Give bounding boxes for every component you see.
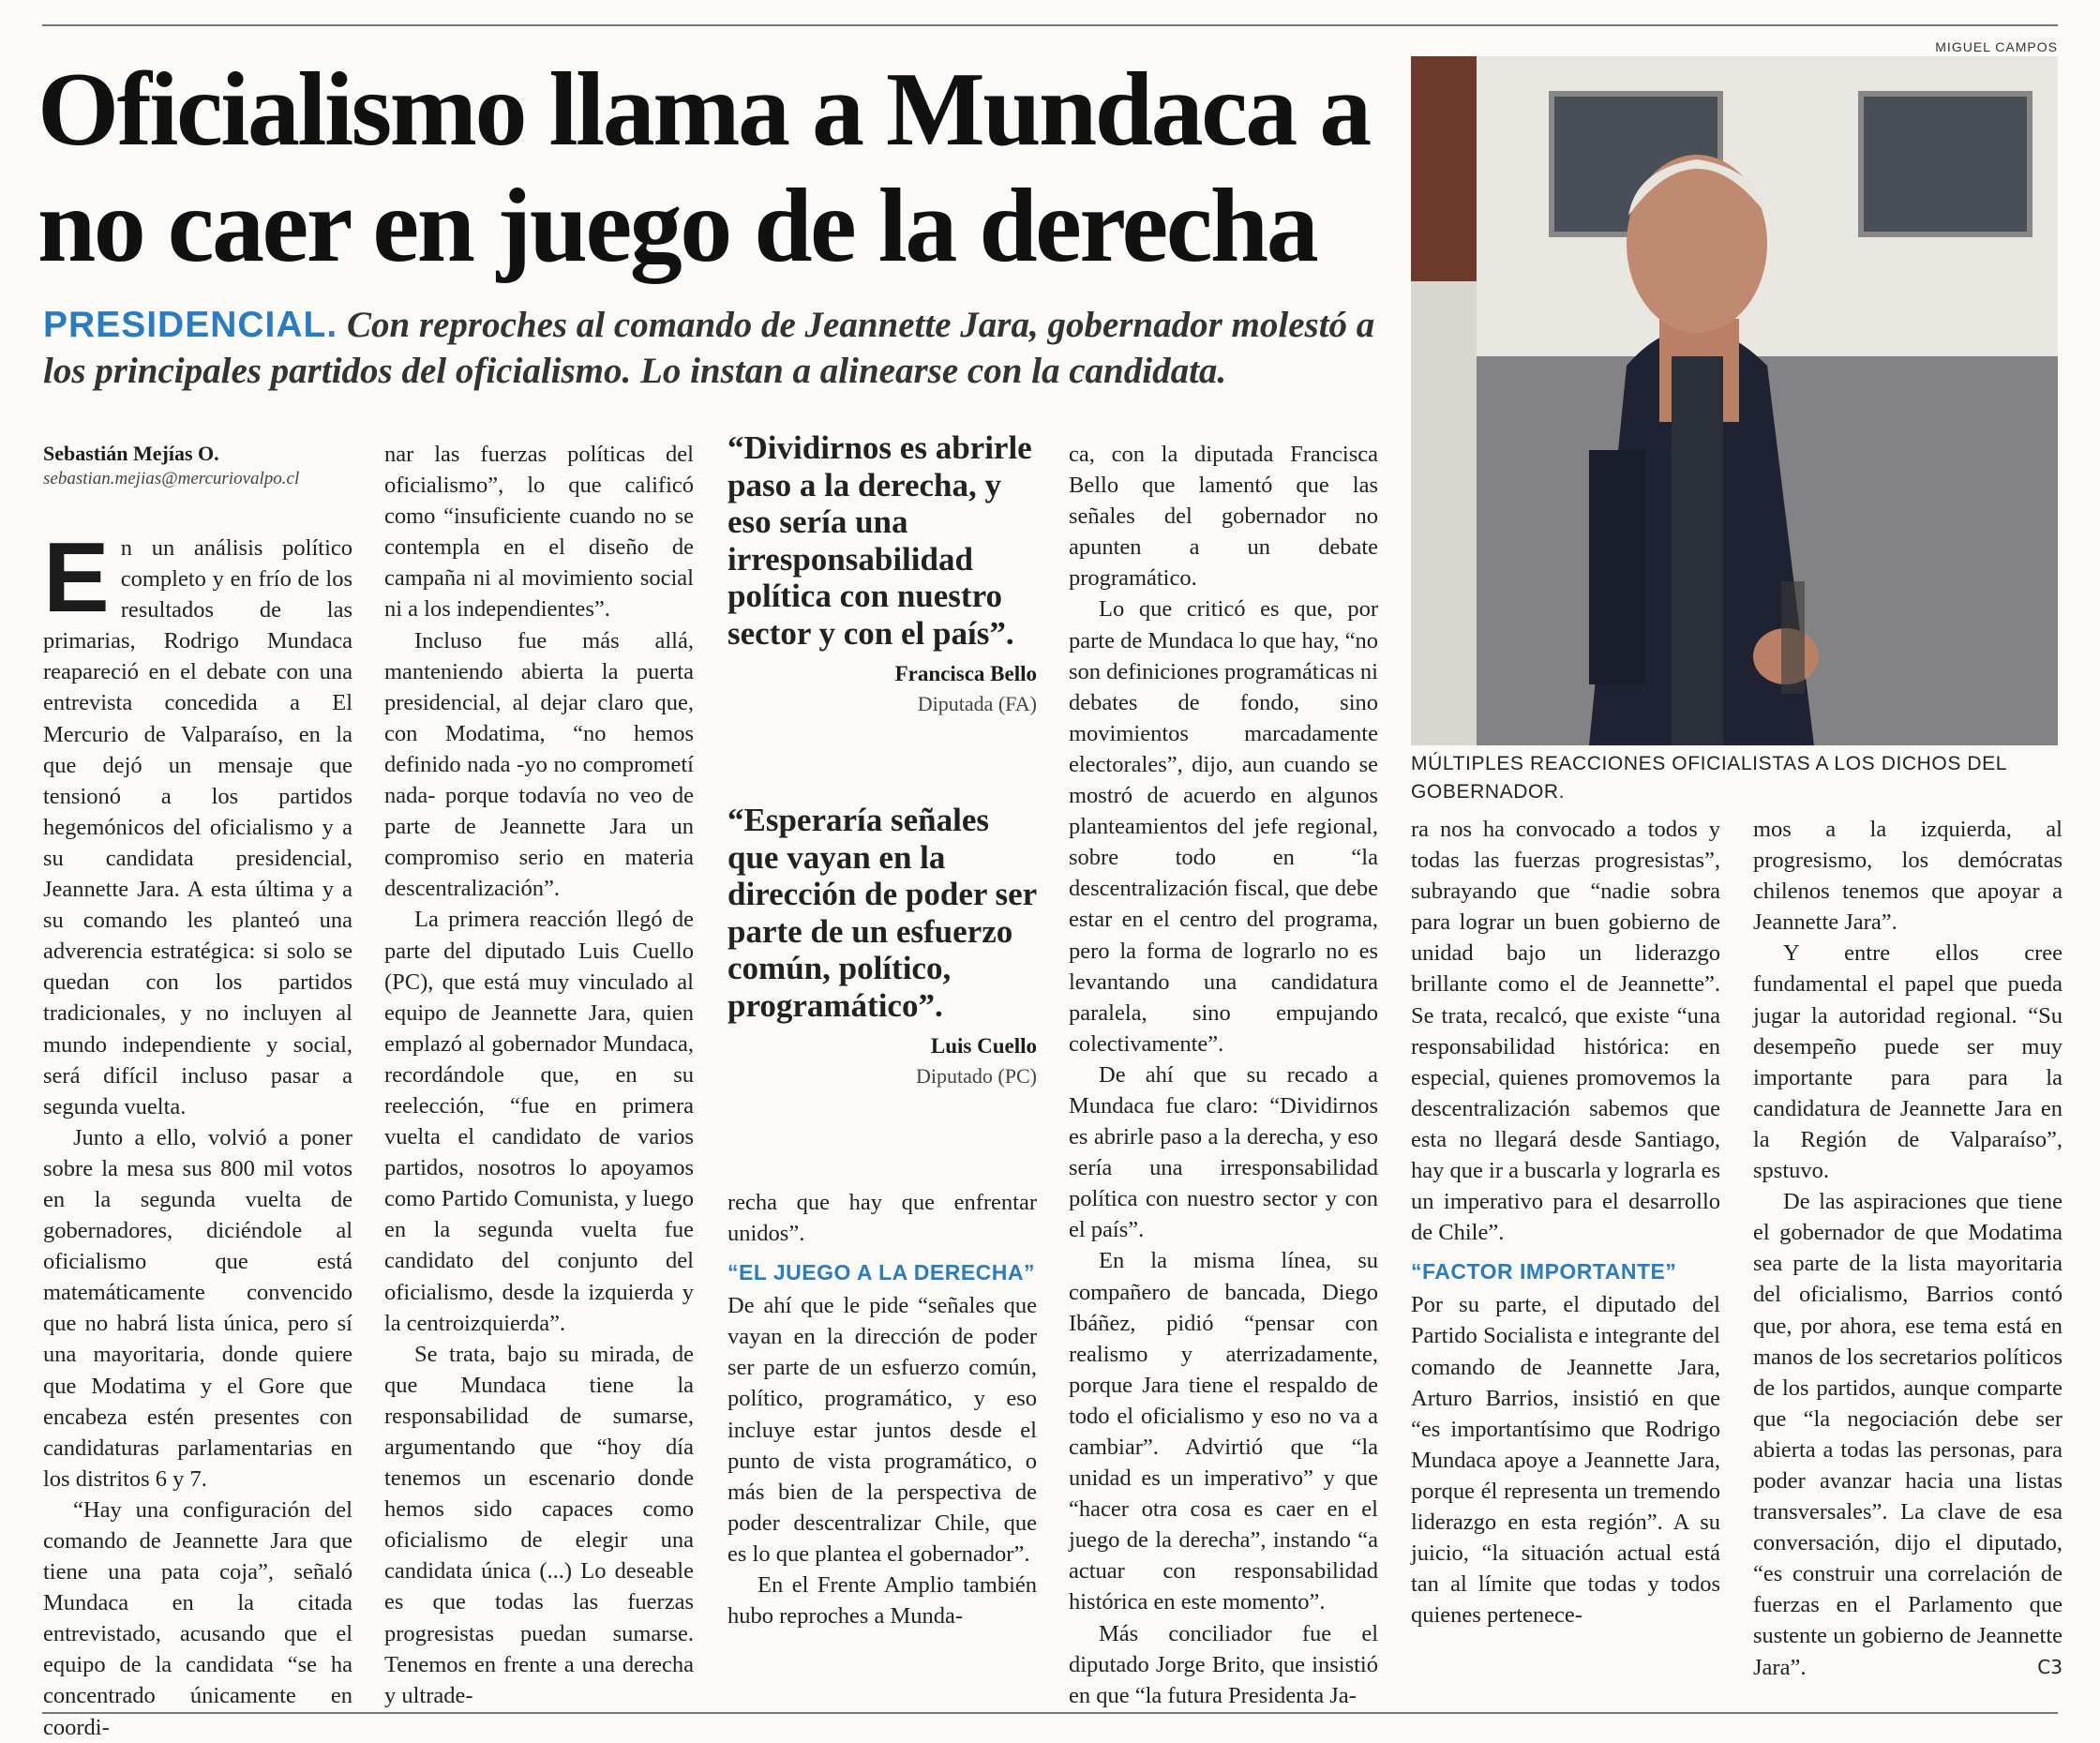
drop-cap: E: [43, 522, 110, 633]
column-4: [1069, 439, 1378, 1711]
paragraph: Por su parte, el diputado del Partido Socialista e integrante del comando de Jeannette Jara, Arturo Barrios, insistió en que “es importantísimo que Rodrigo Mundaca apoye a Jeannette Jara, porque él representa un tremendo liderazgo en esta región”. A su juicio, “la situación actual está tan al límite que todas y todos quienes pertenece-: [1411, 1292, 1720, 1629]
pull-quote-author: Luis Cuello: [930, 1034, 1037, 1058]
pull-quote-role: Diputada (FA): [917, 692, 1037, 715]
subhead-text: Con reproches al comando de Jeannette Jara, gobernador molestó a los principales partidos del oficialismo. Lo instan a alinearse con la candidata.: [43, 305, 1375, 391]
author-name: Sebastián Mejías O.: [43, 442, 219, 465]
paragraph: ca, con la diputada Francisca Bello que lamentó que las señales del gobernador no apunten a un debate programático.: [1069, 442, 1378, 592]
column-3: [728, 1187, 1037, 1631]
end-mark: C3: [2037, 1655, 2062, 1678]
paragraph: De ahí que le pide “señales que vayan en la dirección de poder ser parte de un esfuerzo común, político, programático, y eso incluye estar juntos desde el punto de vista programático, o más bien de la perspectiva de poder descentralizar Chile, que es lo que plantea el gobernador”.: [728, 1293, 1037, 1567]
pull-quote-text: “Dividirnos es abrirle paso a la derecha, y eso sería una irresponsabilidad política con nuestro sector y con el país”.: [728, 429, 1032, 652]
author-email[interactable]: sebastian.mejias@mercuriovalpo.cl: [43, 469, 300, 488]
pull-quote-role: Diputado (PC): [916, 1064, 1037, 1088]
paragraph: Lo que criticó es que, por parte de Mundaca lo que hay, “no son definiciones programáticas ni debates de fondo, sino movimientos marcadamente electorales”, dijo, aun cuando se mostró de acuerdo en algunos planteamientos del jefe regional, sobre todo en “la descentralización fiscal, que debe estar en el centro del programa, pero la forma de lograrlo no es levantando una candidatura paralela, sino empujando colectivamente”.: [1069, 596, 1378, 1057]
section-heading: “FACTOR IMPORTANTE”: [1411, 1259, 1677, 1285]
top-rule: [42, 24, 2058, 26]
column-2: [384, 439, 694, 1711]
pull-quote-2: [728, 802, 1037, 1091]
paragraph: Se trata, bajo su mirada, de que Mundaca tiene la responsabilidad de sumarse, argumentando que “hoy día tenemos un escenario donde hemos sido capaces como oficialismo de elegir una candidata única (...) Lo deseable es que todas las fuerzas progresistas puedan sumarse. Tenemos en frente a una derecha y ultrade-: [384, 1341, 694, 1708]
paragraph: Junto a ello, volvió a poner sobre la mesa sus 800 mil votos en la segunda vuelta de gobernadores, diciéndole al oficialismo que está matemáticamente convencido que no habrá lista única, pero sí una mayoritaria, donde quiere que Modatima y el Gore que encabeza estén presentes con candidaturas parlamentarias en los distritos 6 y 7.: [43, 1124, 352, 1492]
paragraph: De ahí que su recado a Mundaca fue claro: “Dividirnos es abrirle paso a la derecha, y eso sería una irresponsabilidad política con nuestro sector y con el país”.: [1069, 1061, 1378, 1243]
byline: [43, 441, 352, 491]
photo-credit: MIGUEL CAMPOS: [1935, 39, 2058, 54]
paragraph: ra nos ha convocado a todos y todas las fuerzas progresistas”, subrayando que “nadie sobra para lograr un buen gobierno de unidad bajo un liderazgo brillante como el de Jeannette”. Se trata, recalcó, que existe “una responsabilidad histórica: en especial, quienes promovemos la descentralización sabemos que esta no llegará desde Santiago, hay que ir a buscarla y lograrla es un imperativo para el desarrollo de Chile”.: [1411, 817, 1720, 1246]
paragraph: Y entre ellos cree fundamental el papel que pueda jugar la autoridad regional. “Su desempeño puede ser muy importante para para la candidatura de Jeannette Jara en la Región de Valparaíso”, spstuvo.: [1753, 940, 2062, 1184]
paragraph: De las aspiraciones que tiene el gobernador de que Modatima sea parte de la lista mayoritaria del oficialismo, Barrios contó que, por ahora, ese tema está en manos de los secretarios políticos de los partidos, aunque comparte que “la negociación debe ser abierta a todas las personas, para poder avanzar hacia una listas transversales”. La clave de esa conversación, dijo el diputado, “es construir una correlación de fuerzas en el Parlamento que sustente un gobierno de Jeannette Jara”. C3: [1753, 1186, 2062, 1683]
column-1: [43, 522, 352, 1743]
paragraph: mos a la izquierda, al progresismo, los demócratas chilenos tenemos que apoyar a Jeannette Jara”.: [1753, 817, 2062, 936]
paragraph: recha que hay que enfrentar unidos”.: [728, 1190, 1037, 1247]
bottom-rule: [42, 1712, 2058, 1714]
photo-governor: [1411, 56, 2058, 745]
column-5: [1411, 814, 1720, 1630]
paragraph: nar las fuerzas políticas del oficialismo”, lo que calificó como “insuficiente cuando no se contempla en el diseño de campaña ni al movimiento social ni a los independientes”.: [384, 442, 694, 623]
pull-quote-text: “Esperaría señales que vayan en la dirección de poder ser parte de un esfuerzo común, político, programático”.: [728, 802, 1037, 1024]
paragraph: En la misma línea, su compañero de bancada, Diego Ibáñez, pidió “pensar con realismo y aterrizadamente, porque Jara tiene el respaldo de todo el oficialismo y eso no va a cambiar”. Advirtió que “la unidad es un imperativo” y que “hacer otra cosa es caer en el juego de la derecha”, instando “a actuar con responsabilidad histórica en este momento”.: [1069, 1248, 1378, 1615]
section-heading: “EL JUEGO A LA DERECHA”: [728, 1260, 1035, 1285]
section-kicker: PRESIDENCIAL.: [43, 305, 338, 345]
paragraph: En el Frente Amplio también hubo reproches a Munda-: [728, 1572, 1037, 1630]
paragraph: Incluso fue más allá, manteniendo abierta la puerta presidencial, al dejar claro que, con Modatima, “no hemos definido nada -yo no comprometí nada- porque todavía no veo de parte de Jeannette Jara un compromiso serio en materia descentralización”.: [384, 627, 694, 902]
column-6: [1753, 814, 2062, 1683]
pull-quote-author: Francisca Bello: [894, 662, 1037, 685]
subhead: [43, 302, 1384, 394]
paragraph: “Hay una configuración del comando de Jeannette Jara que tiene una pata coja”, señaló Mundaca en la citada entrevistado, acusando que el equipo de la candidata “se ha concentrado únicamente en coordi-: [43, 1496, 352, 1740]
headline: Oficialismo llama a Mundaca a no caer en juego de la derecha: [38, 52, 1370, 284]
paragraph: En un análisis político completo y en frío de los resultados de las primarias, Rodrigo Mundaca reapareció en el debate con una entrevista concedida a El Mercurio de Valparaíso, en la que dejó un mensaje que tensionó a los partidos hegemónicos del oficialismo y a su candidata presidencial, Jeannette Jara. A esta última y a su comando les planteó una adverencia estratégica: si solo se quedan con los partidos tradicionales, y no incluyen al mundo independiente y social, será difícil incluso pasar a segunda vuelta.: [43, 522, 352, 1119]
paragraph: La primera reacción llegó de parte del diputado Luis Cuello (PC), que está muy vinculado al equipo de Jeannette Jara, quien emplazó al gobernador Mundaca, recordándole que, en su reelección, “fue en primera vuelta el candidato de varios partidos, nosotros lo apoyamos como Partido Comunista, y luego en la segunda vuelta fue candidato del conjunto del oficialismo, desde la izquierda y la centroizquierda”.: [384, 907, 694, 1336]
pull-quote-1: [728, 429, 1037, 719]
paragraph: Más conciliador fue el diputado Jorge Brito, que insistió en que “la futura Presidenta Ja-: [1069, 1620, 1378, 1708]
photo-caption: MÚLTIPLES REACCIONES OFICIALISTAS A LOS DICHOS DEL GOBERNADOR.: [1411, 753, 2007, 803]
